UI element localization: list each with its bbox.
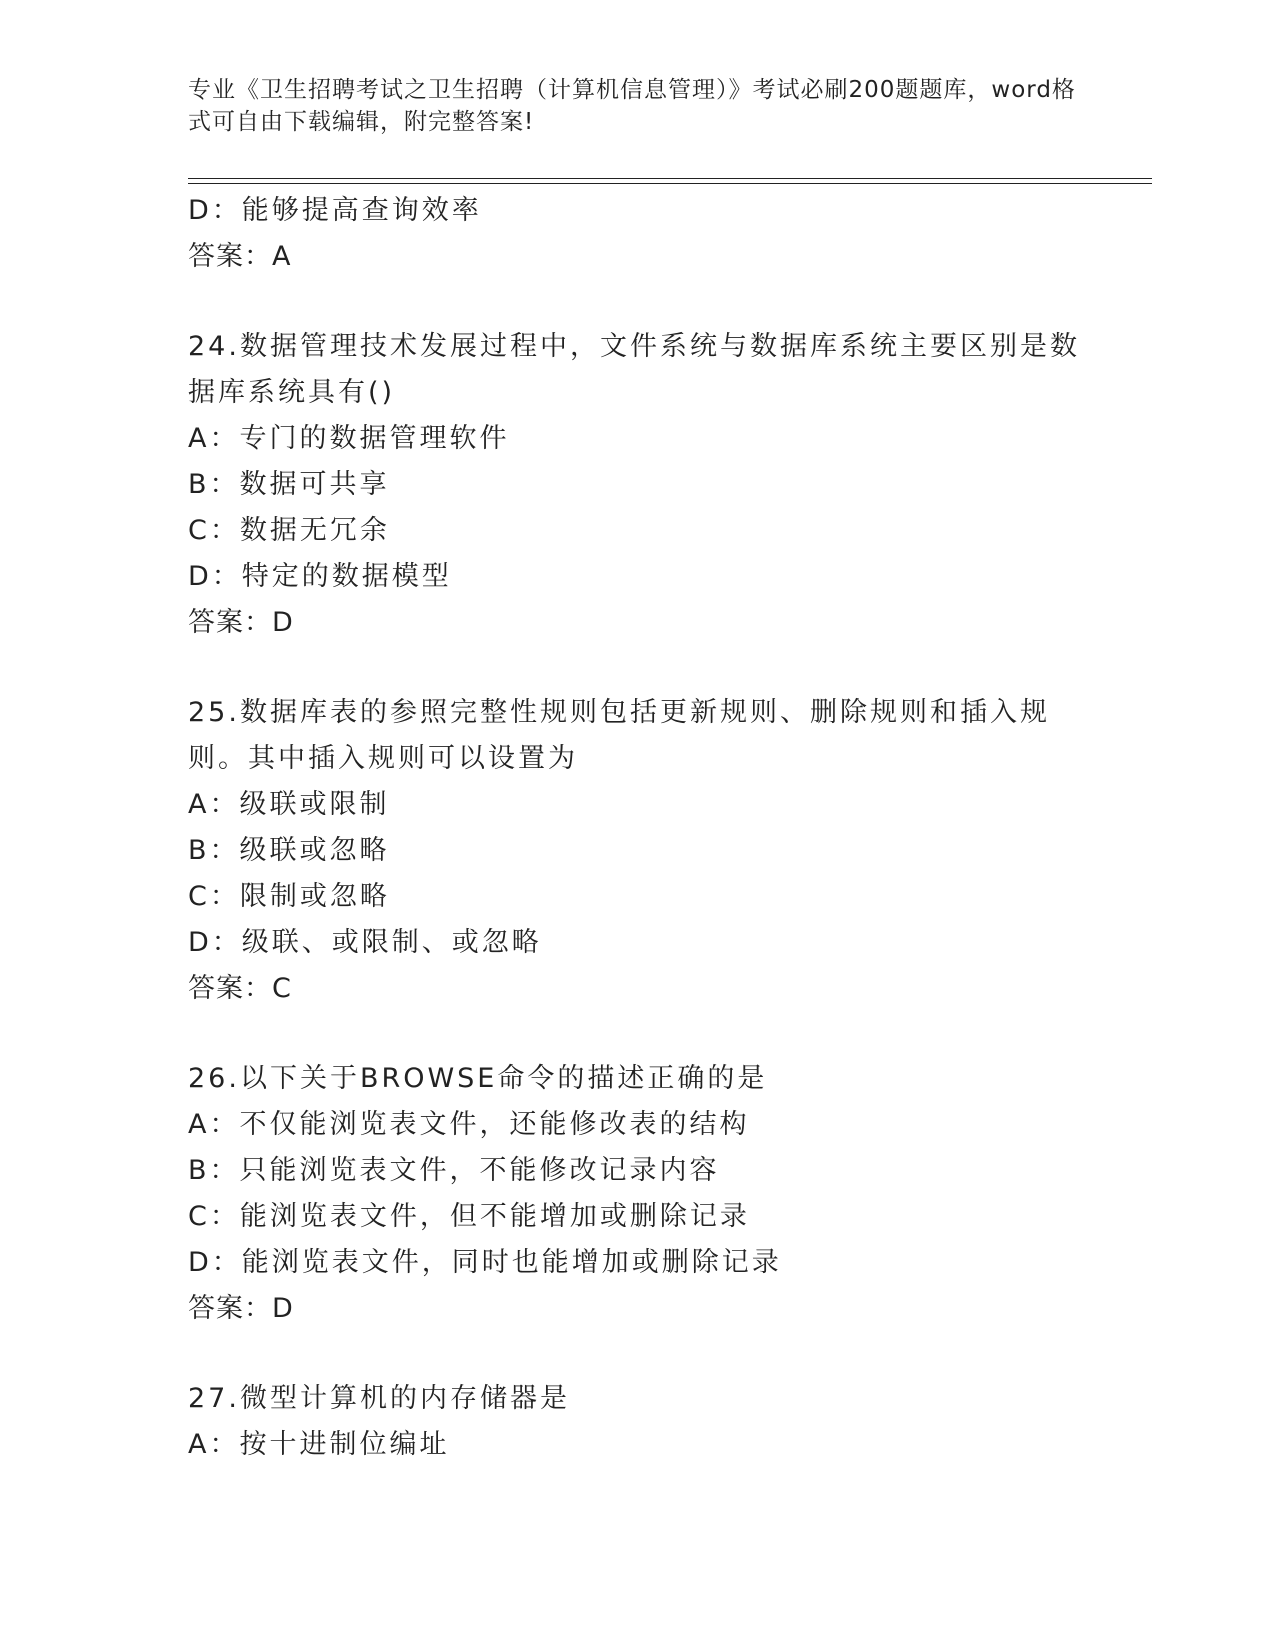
option-b: B：级联或忽略	[188, 835, 390, 866]
option-c: C：限制或忽略	[188, 881, 390, 912]
question-24	[188, 324, 1088, 646]
question-stem: 24.数据管理技术发展过程中，文件系统与数据库系统主要区别是数据库系统具有()	[188, 331, 1080, 408]
option-a: A：按十进制位编址	[188, 1429, 450, 1460]
question-list	[188, 188, 1088, 1468]
question-27	[188, 1376, 1088, 1468]
option-d: D：能够提高查询效率	[188, 195, 482, 226]
answer-text: 答案：D	[188, 1293, 294, 1324]
answer-text: 答案：C	[188, 973, 292, 1004]
option-d: D：能浏览表文件，同时也能增加或删除记录	[188, 1247, 782, 1278]
option-a: A：级联或限制	[188, 789, 390, 820]
header-divider	[188, 183, 1152, 184]
header-divider	[188, 178, 1152, 179]
question-25	[188, 690, 1088, 1012]
option-c: C：数据无冗余	[188, 515, 390, 546]
option-d: D：特定的数据模型	[188, 561, 452, 592]
option-c: C：能浏览表文件，但不能增加或删除记录	[188, 1201, 750, 1232]
option-a: A：专门的数据管理软件	[188, 423, 510, 454]
answer-text: 答案：D	[188, 607, 294, 638]
question-stem: 26.以下关于BROWSE命令的描述正确的是	[188, 1063, 768, 1094]
question-stem: 25.数据库表的参照完整性规则包括更新规则、删除规则和插入规则。其中插入规则可以设置为	[188, 697, 1050, 774]
option-a: A：不仅能浏览表文件，还能修改表的结构	[188, 1109, 750, 1140]
document-header: 专业《卫生招聘考试之卫生招聘（计算机信息管理）》考试必刷200题题库，word格式可自由下载编辑，附完整答案!	[188, 77, 1076, 135]
answer-text: 答案：A	[188, 241, 292, 272]
question-stem: 27.微型计算机的内存储器是	[188, 1383, 570, 1414]
option-b: B：只能浏览表文件，不能修改记录内容	[188, 1155, 720, 1186]
option-d: D：级联、或限制、或忽略	[188, 927, 542, 958]
option-b: B：数据可共享	[188, 469, 390, 500]
question-26	[188, 1056, 1088, 1332]
partial-question-23	[188, 188, 1088, 280]
